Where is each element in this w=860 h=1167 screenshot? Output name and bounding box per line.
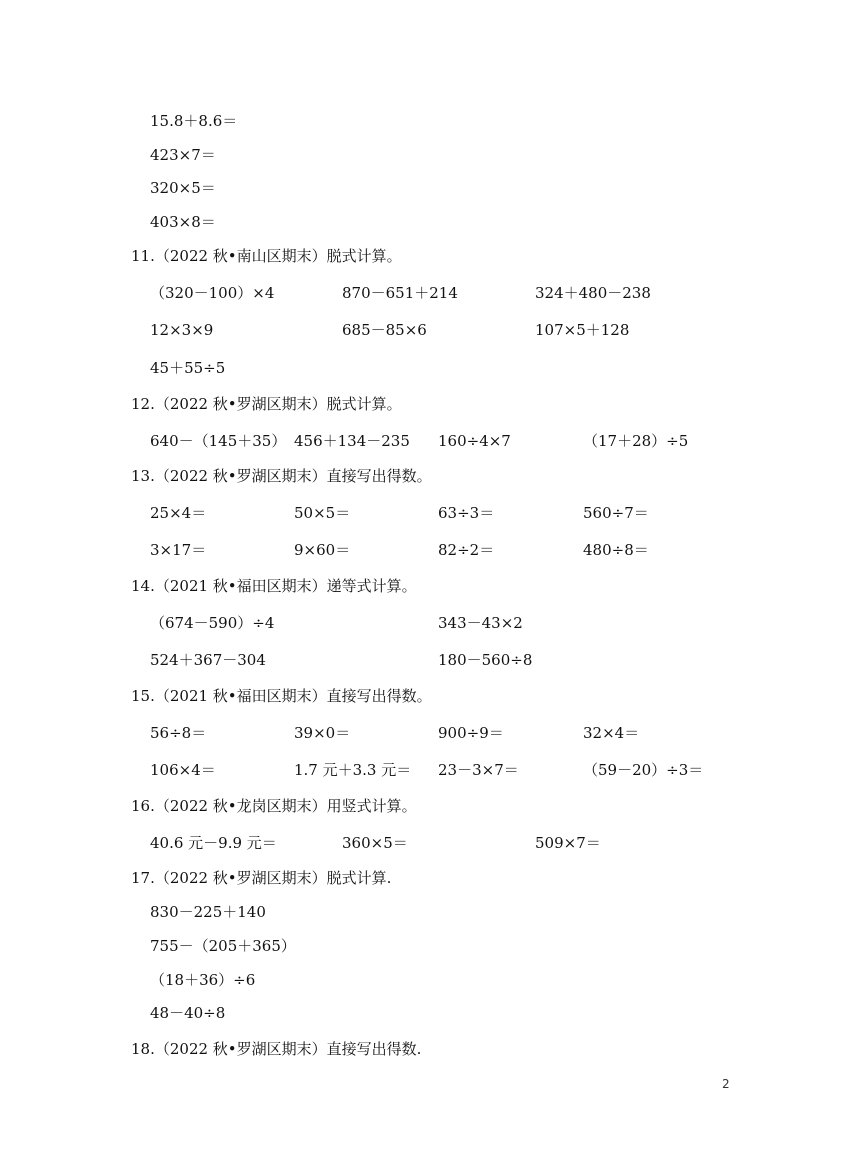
q13-expr: 480÷8＝ bbox=[583, 541, 649, 559]
q17-expr: （18＋36）÷6 bbox=[150, 971, 256, 989]
question-14-heading: 14.（2021 秋•福田区期末）递等式计算。 bbox=[131, 577, 417, 595]
q10-item-1: 15.8＋8.6＝ bbox=[150, 112, 238, 130]
q10-item-2: 423×7＝ bbox=[150, 146, 216, 164]
question-16-heading: 16.（2022 秋•龙岗区期末）用竖式计算。 bbox=[131, 797, 417, 815]
q15-expr: 32×4＝ bbox=[583, 724, 640, 742]
q14-expr: 180－560÷8 bbox=[438, 651, 533, 669]
q15-expr: 39×0＝ bbox=[294, 724, 351, 742]
q14-expr: （674－590）÷4 bbox=[150, 614, 275, 632]
question-17-heading: 17.（2022 秋•罗湖区期末）脱式计算. bbox=[131, 869, 392, 887]
q13-expr: 82÷2＝ bbox=[438, 541, 495, 559]
q13-expr: 3×17＝ bbox=[150, 541, 207, 559]
q17-expr: 755－（205＋365） bbox=[150, 937, 296, 955]
question-13-heading: 13.（2022 秋•罗湖区期末）直接写出得数。 bbox=[131, 467, 432, 485]
question-15-heading: 15.（2021 秋•福田区期末）直接写出得数。 bbox=[131, 687, 432, 705]
q12-expr: 640－（145＋35） bbox=[150, 432, 287, 450]
q11-expr: 324＋480－238 bbox=[535, 284, 651, 302]
question-12-heading: 12.（2022 秋•罗湖区期末）脱式计算。 bbox=[131, 395, 402, 413]
q11-expr: 870－651＋214 bbox=[342, 284, 458, 302]
q16-expr: 40.6 元－9.9 元＝ bbox=[150, 834, 277, 852]
q11-expr: 45＋55÷5 bbox=[150, 359, 226, 377]
q13-expr: 560÷7＝ bbox=[583, 504, 649, 522]
q17-expr: 48－40÷8 bbox=[150, 1004, 226, 1022]
q11-expr: （320－100）×4 bbox=[150, 284, 275, 302]
q17-expr: 830－225＋140 bbox=[150, 903, 266, 921]
q12-expr: 160÷4×7 bbox=[438, 432, 511, 450]
q13-expr: 63÷3＝ bbox=[438, 504, 495, 522]
q15-expr: 1.7 元＋3.3 元＝ bbox=[294, 761, 412, 779]
q12-expr: （17＋28）÷5 bbox=[583, 432, 689, 450]
q15-expr: 56÷8＝ bbox=[150, 724, 207, 742]
q14-expr: 524＋367－304 bbox=[150, 651, 266, 669]
q15-expr: 106×4＝ bbox=[150, 761, 216, 779]
q10-item-4: 403×8＝ bbox=[150, 213, 216, 231]
q11-expr: 12×3×9 bbox=[150, 321, 214, 339]
question-18-heading: 18.（2022 秋•罗湖区期末）直接写出得数. bbox=[131, 1040, 422, 1058]
q11-expr: 685－85×6 bbox=[342, 321, 427, 339]
q10-item-3: 320×5＝ bbox=[150, 179, 216, 197]
q15-expr: 23－3×7＝ bbox=[438, 761, 519, 779]
q15-expr: 900÷9＝ bbox=[438, 724, 504, 742]
page-number: 2 bbox=[722, 1077, 730, 1091]
q16-expr: 509×7＝ bbox=[535, 834, 601, 852]
q12-expr: 456＋134－235 bbox=[294, 432, 410, 450]
q13-expr: 9×60＝ bbox=[294, 541, 351, 559]
q11-expr: 107×5＋128 bbox=[535, 321, 630, 339]
q13-expr: 25×4＝ bbox=[150, 504, 207, 522]
q13-expr: 50×5＝ bbox=[294, 504, 351, 522]
question-11-heading: 11.（2022 秋•南山区期末）脱式计算。 bbox=[131, 247, 402, 265]
q15-expr: （59－20）÷3＝ bbox=[583, 761, 704, 779]
q16-expr: 360×5＝ bbox=[342, 834, 408, 852]
q14-expr: 343－43×2 bbox=[438, 614, 523, 632]
